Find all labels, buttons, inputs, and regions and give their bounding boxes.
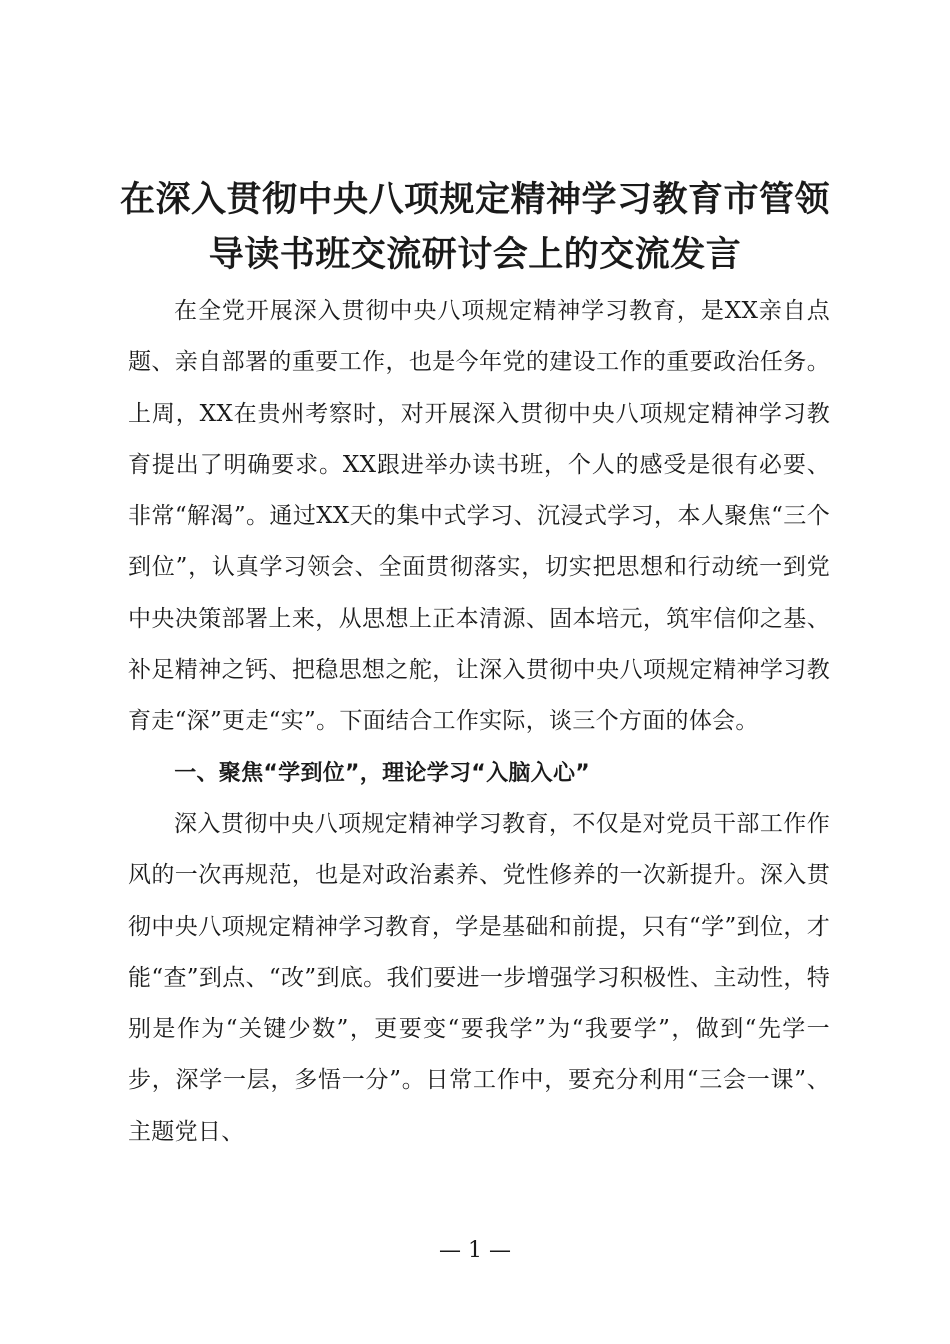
document-title: [110, 172, 840, 282]
section-1-paragraph: 深入贯彻中央八项规定精神学习教育，不仅是对党员干部工作作风的一次再规范，也是对政治素养、党性修养的一次新提升。深入贯彻中央八项规定精神学习教育，学是基础和前提，只有“学”到位，才能“查”到点、“改”到底。我们要进一步增强学习积极性、主动性，特别是作为“关键少数”，更要变“要我学”为“我要学”，做到“先学一步，深学一层，多悟一分”。日常工作中，要充分利用“三会一课”、主题党日、: [128, 810, 830, 1145]
title-line-2: 导读书班交流研讨会上的交流发言: [208, 234, 742, 275]
section-heading-1: 一、聚焦“学到位”，理论学习“入脑入心”: [174, 760, 591, 786]
title-line-1: 在深入贯彻中央八项规定精神学习教育市管领: [119, 179, 830, 220]
document-body: [128, 286, 830, 1158]
page-number: — 1 —: [439, 1238, 511, 1263]
intro-paragraph: 在全党开展深入贯彻中央八项规定精神学习教育，是XX亲自点题、亲自部署的重要工作，也是今年党的建设工作的重要政治任务。上周，XX在贵州考察时，对开展深入贯彻中央八项规定精神学习教育提出了明确要求。XX跟进举办读书班，个人的感受是很有必要、非常“解渴”。通过XX天的集中式学习、沉浸式学习，本人聚焦“三个到位”，认真学习领会、全面贯彻落实，切实把思想和行动统一到党中央决策部署上来，从思想上正本清源、固本培元，筑牢信仰之基、补足精神之钙、把稳思想之舵，让深入贯彻中央八项规定精神学习教育走“深”更走“实”。下面结合工作实际，谈三个方面的体会。: [128, 298, 830, 735]
